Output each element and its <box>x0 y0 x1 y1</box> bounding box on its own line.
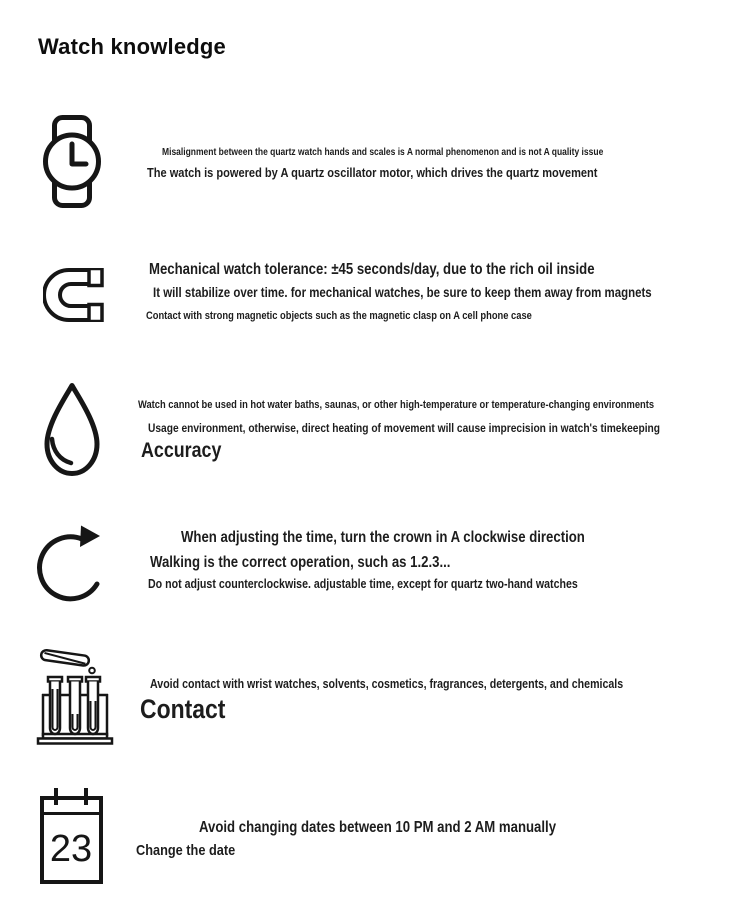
magnetism-note-small: Contact with strong magnetic objects such as the magnetic clasp on A cell phone case <box>146 310 532 322</box>
chemicals-note-main: Avoid contact with wrist watches, solvents, cosmetics, fragrances, detergents, and chemicals <box>150 677 624 691</box>
calendar-icon <box>40 788 103 885</box>
magnetism-note-main: Mechanical watch tolerance: ±45 seconds/day, due to the rich oil inside <box>149 261 595 278</box>
adjustment-note-main: When adjusting the time, turn the crown in A clockwise direction <box>181 529 585 546</box>
chemicals-heading: Contact <box>140 694 226 724</box>
calendar-day-number: 23 <box>49 828 93 870</box>
quartz-note-small: Misalignment between the quartz watch hands and scales is A normal phenomenon and is not A quality issue <box>162 147 604 158</box>
wristwatch-icon <box>42 115 102 208</box>
adjustment-note-secondary: Walking is the correct operation, such as 1.2.3... <box>150 554 451 571</box>
page-title: Watch knowledge <box>38 34 226 59</box>
temperature-note-small: Watch cannot be used in hot water baths, saunas, or other high-temperature or temperature-changing environments <box>138 399 655 411</box>
temperature-note-secondary: Usage environment, otherwise, direct heating of movement will cause imprecision in watch's timekeeping <box>148 421 660 435</box>
clockwise-arrow-icon <box>36 521 106 603</box>
water-drop-icon <box>38 382 106 479</box>
magnetism-note-secondary: It will stabilize over time. for mechanical watches, be sure to keep them away from magnets <box>153 285 652 300</box>
test-tubes-icon <box>36 644 114 746</box>
date-note-main: Avoid changing dates between 10 PM and 2 AM manually <box>199 819 557 836</box>
temperature-heading: Accuracy <box>141 439 222 462</box>
magnet-icon <box>43 268 105 322</box>
date-heading: Change the date <box>136 842 236 859</box>
adjustment-note-small: Do not adjust counterclockwise. adjustable time, except for quartz two-hand watches <box>148 577 578 591</box>
quartz-note-main: The watch is powered by A quartz oscillator motor, which drives the quartz movement <box>147 165 598 180</box>
